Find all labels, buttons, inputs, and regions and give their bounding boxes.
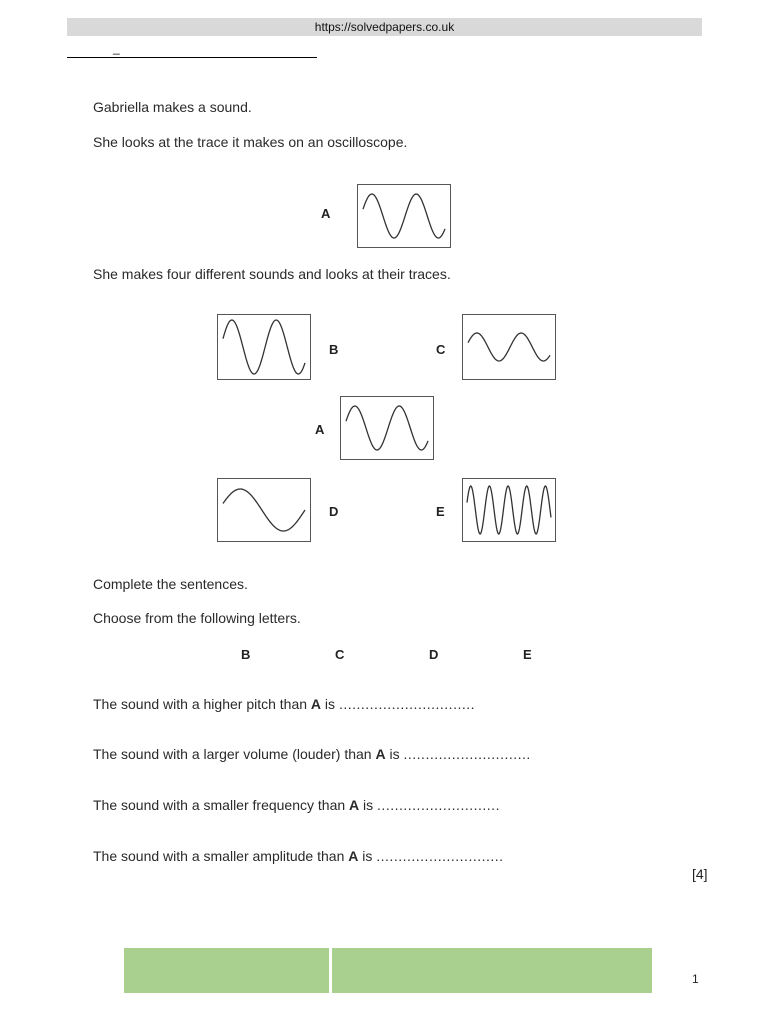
sentence-2 (93, 746, 531, 762)
header-dash: _ (113, 41, 120, 55)
trace-c (462, 314, 556, 380)
sentence-3 (93, 797, 500, 813)
sentence-4 (93, 848, 504, 864)
url-header (67, 18, 702, 36)
sentence-4-is: is (358, 848, 377, 864)
intro-line-2: She looks at the trace it makes on an oscilloscope. (93, 134, 408, 150)
header-rule (67, 57, 317, 58)
sentence-2-text: The sound with a larger volume (louder) than (93, 746, 376, 762)
trace-label-c: C (436, 342, 446, 357)
instruction-complete: Complete the sentences. (93, 576, 248, 592)
waveform-c (462, 314, 556, 380)
instruction-choose: Choose from the following letters. (93, 610, 301, 626)
footer-band-left (124, 948, 329, 993)
intro-line-1: Gabriella makes a sound. (93, 99, 252, 115)
trace-a-middle (340, 396, 434, 460)
answer-blank-3[interactable]: ............................ (377, 797, 500, 813)
footer-band-right (332, 948, 652, 993)
trace-e (462, 478, 556, 542)
waveform-a-reference (357, 184, 451, 248)
sentence-4-text: The sound with a smaller amplitude than (93, 848, 349, 864)
sentence-3-letter: A (349, 797, 360, 813)
trace-label-e: E (436, 504, 445, 519)
page-number: 1 (692, 972, 699, 986)
url-text: https://solvedpapers.co.uk (314, 20, 455, 34)
trace-label-a-middle: A (315, 422, 325, 437)
sentence-3-text: The sound with a smaller frequency than (93, 797, 350, 813)
sentence-3-is: is (359, 797, 378, 813)
choice-d: D (429, 647, 439, 662)
sentence-2-is: is (385, 746, 404, 762)
sentence-1-letter: A (310, 696, 322, 712)
choice-e: E (523, 647, 532, 662)
waveform-a-middle (340, 396, 434, 460)
trace-label-b: B (329, 342, 339, 357)
sentence-1 (93, 696, 475, 712)
sentence-2-letter: A (375, 746, 386, 762)
trace-b (217, 314, 311, 380)
answer-blank-2[interactable]: ............................. (403, 746, 531, 762)
trace-d (217, 478, 311, 542)
trace-label-d: D (329, 504, 339, 519)
waveform-b (217, 314, 311, 380)
waveform-e (462, 478, 556, 542)
answer-blank-1[interactable]: ............................... (338, 696, 476, 712)
sentence-1-text: The sound with a higher pitch than (93, 696, 311, 712)
intro-line-3: She makes four different sounds and looks at their traces. (93, 266, 451, 282)
choice-c: C (335, 647, 345, 662)
answer-blank-4[interactable]: ............................. (376, 848, 504, 864)
trace-label-a-reference: A (321, 206, 331, 221)
sentence-1-is: is (321, 696, 339, 712)
sentence-4-letter: A (348, 848, 359, 864)
waveform-d (217, 478, 311, 542)
marks-label: [4] (692, 866, 708, 882)
trace-a-reference (357, 184, 451, 248)
choice-b: B (241, 647, 251, 662)
